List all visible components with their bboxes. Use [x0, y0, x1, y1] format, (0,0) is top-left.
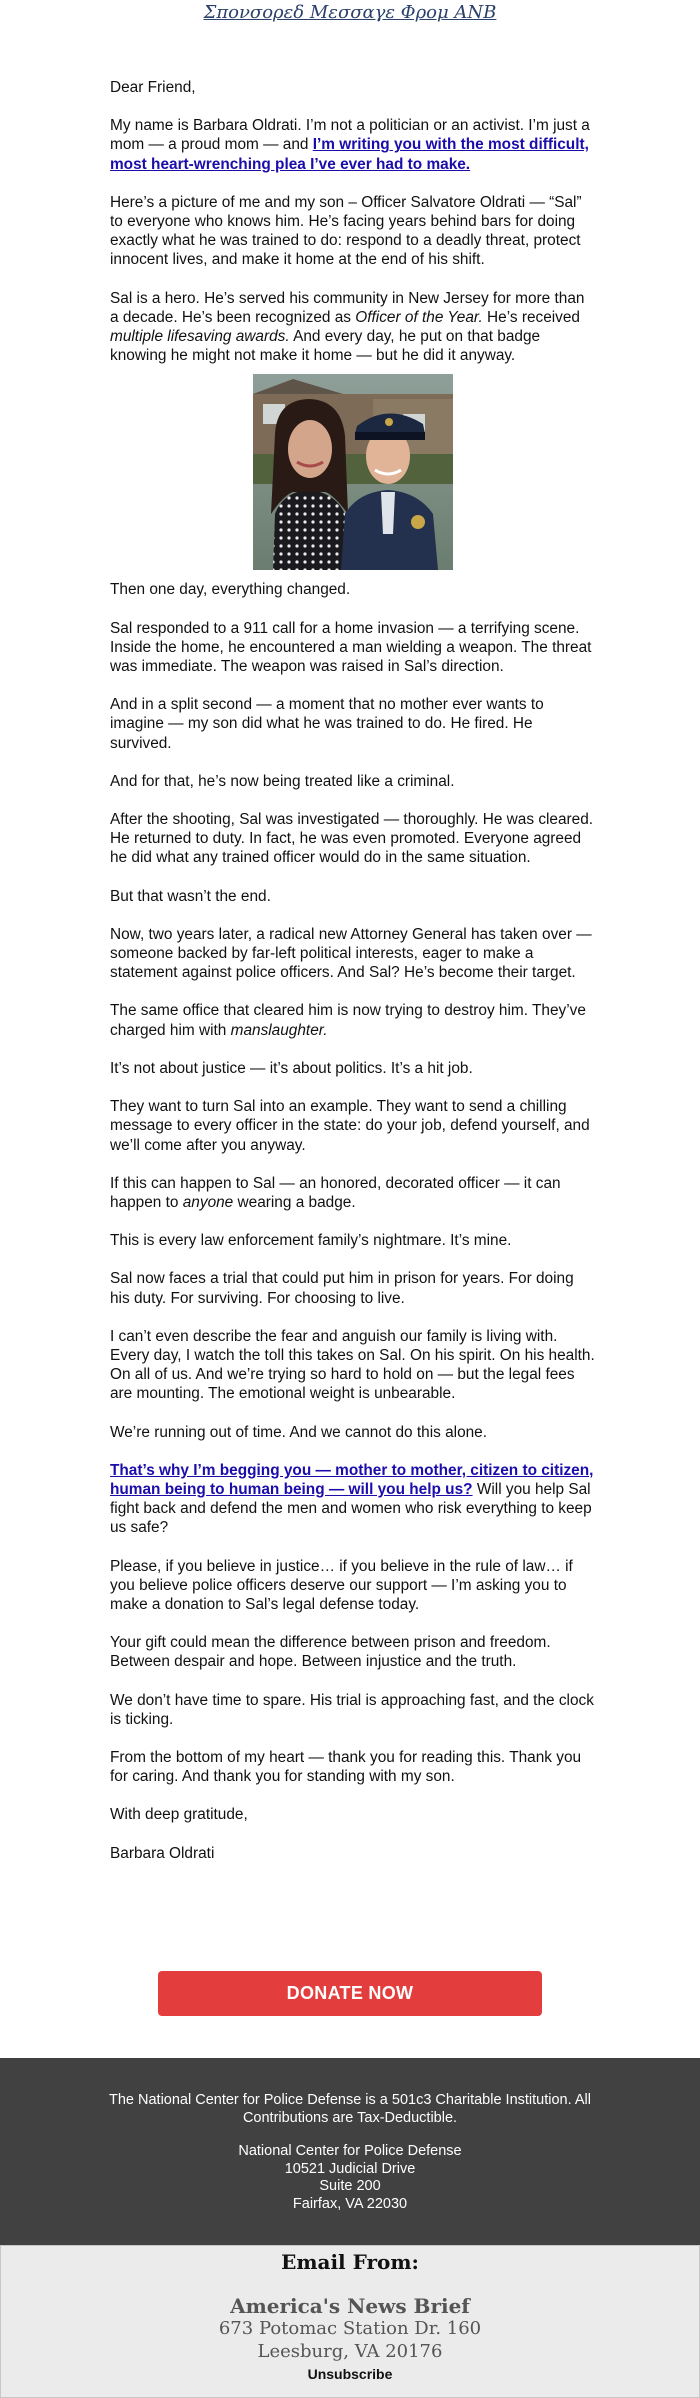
- letter-paragraph: And in a split second — a moment that no mother ever wants to imagine — my son did what he was trained to do. He fired. He survived.: [110, 696, 544, 752]
- anyone-emphasis: anyone: [182, 1193, 234, 1211]
- sender-name: America's News Brief: [230, 2294, 470, 2318]
- unsubscribe-link[interactable]: Unsubscribe: [307, 2366, 393, 2382]
- anyone-text: If this can happen to Sal — an honored, decorated officer — it can happen to: [110, 1174, 561, 1211]
- letter-paragraph: They want to turn Sal into an example. They want to send a chilling message to every officer in the state: do your job, defend yourself, and we’ll come after you anyway.: [110, 1098, 590, 1154]
- award-lifesaving: multiple lifesaving awards.: [110, 328, 290, 346]
- letter-paragraph: After the shooting, Sal was investigated — thoroughly. He was cleared. He returned to duty. In fact, he was even promoted. Everyone agreed he did what any trained officer would do in the same situation.: [110, 811, 594, 867]
- letter-paragraph: From the bottom of my heart — thank you for reading this. Thank you for caring. And thank you for standing with my son.: [110, 1748, 582, 1786]
- letter-paragraph: This is every law enforcement family’s nightmare. It’s mine.: [110, 1232, 512, 1250]
- org-address-line1: 10521 Judicial Drive: [284, 2160, 416, 2177]
- letter-paragraph: It’s not about justice — it’s about politics. It’s a hit job.: [110, 1059, 473, 1077]
- plea-link[interactable]: I’m writing you with the most difficult, most heart-wrenching plea I’ve ever had to make.: [110, 136, 589, 173]
- letter-paragraph: Here’s a picture of me and my son – Officer Salvatore Oldrati — “Sal” to everyone who knows him. He’s facing years behind bars for doing exactly what he was trained to do: respond to a deadly threat, protect innocent lives, and make it home at the end of his shift.: [110, 193, 582, 269]
- sponsored-banner-text[interactable]: Σπονσορεδ Μεσσαγε Φρομ ANB: [203, 2, 497, 23]
- sender-city: Leesburg, VA 20176: [257, 2341, 443, 2362]
- org-name: National Center for Police Defense: [238, 2143, 462, 2159]
- letter-paragraph: And for that, he’s now being treated like a criminal.: [110, 772, 455, 790]
- email-from-footer: [0, 2245, 700, 2398]
- hero-text: Sal is a hero. He’s served his community in New Jersey for more than a decade. He’s been recognized as: [110, 289, 585, 326]
- letter-paragraph: [110, 289, 596, 366]
- letter-body: [110, 78, 596, 1882]
- charge-manslaughter: manslaughter.: [230, 1021, 328, 1039]
- help-us-text: Will you help Sal fight back and defend the men and women who risk everything to keep us safe?: [110, 1480, 592, 1537]
- greeting: Dear Friend,: [110, 79, 196, 96]
- org-address-line2: Suite 200: [319, 2178, 381, 2194]
- intro-text: My name is Barbara Oldrati. I’m not a politician or an activist. I’m just a mom — a proud mom — and: [110, 117, 590, 154]
- sender-address: 673 Potomac Station Dr. 160: [218, 2318, 482, 2339]
- hero-text-2: He’s received: [482, 308, 580, 326]
- letter-paragraph: Sal now faces a trial that could put him in prison for years. For doing his duty. For surviving. For choosing to live.: [110, 1270, 574, 1307]
- tax-disclaimer: The National Center for Police Defense is a 501c3 Charitable Institution. All Contributions are Tax-Deductible.: [109, 2092, 591, 2126]
- help-us-link[interactable]: That’s why I’m begging you — mother to mother, citizen to citizen, human being to human being — will you help us?: [110, 1461, 594, 1498]
- letter-paragraph: We don’t have time to spare. His trial is approaching fast, and the clock is ticking.: [110, 1691, 594, 1728]
- letter-paragraph: Please, if you believe in justice… if you believe in the rule of law… if you believe police officers deserve our support — I’m asking you to make a donation to Sal’s legal defense today.: [110, 1557, 573, 1613]
- signature: Barbara Oldrati: [110, 1844, 215, 1862]
- closing: With deep gratitude,: [110, 1806, 248, 1824]
- mother-and-son-photo: [253, 374, 453, 570]
- donate-container: [158, 1971, 542, 2016]
- email-from-title: Email From:: [281, 2250, 419, 2274]
- letter-paragraph: [110, 1174, 596, 1212]
- letter-paragraph: Your gift could mean the difference between prison and freedom. Between despair and hope. Between injustice and the truth.: [110, 1634, 551, 1671]
- letter-paragraph: We’re running out of time. And we cannot do this alone.: [110, 1423, 488, 1441]
- org-address: [100, 2143, 600, 2213]
- anyone-text-2: wearing a badge.: [233, 1193, 356, 1211]
- award-officer-of-year: Officer of the Year.: [355, 308, 483, 326]
- letter-paragraph: [110, 1461, 596, 1538]
- hero-text-3: And every day, he put on that badge knowing he might not make it home — but he did it anyway.: [110, 328, 541, 365]
- letter-paragraph: [110, 1001, 596, 1039]
- letter-paragraph: I can’t even describe the fear and anguish our family is living with. Every day, I watch the toll this takes on Sal. On his spirit. On his health. On all of us. And we’re trying so hard to hold on — but the legal fees are mounting. The emotional weight is unbearable.: [110, 1327, 595, 1403]
- letter-paragraph: Now, two years later, a radical new Attorney General has taken over — someone backed by far-left political interests, eager to make a statement against police officers. And Sal? He’s become their target.: [110, 925, 592, 982]
- letter-paragraph: But that wasn’t the end.: [110, 887, 271, 905]
- charge-text: The same office that cleared him is now trying to destroy him. They’ve charged him with: [110, 1002, 586, 1039]
- letter-paragraph: [110, 116, 596, 174]
- letter-paragraph: Sal responded to a 911 call for a home invasion — a terrifying scene. Inside the home, he encountered a man wielding a weapon. The threat was immediate. The weapon was raised in Sal’s direction.: [110, 619, 592, 676]
- donate-now-button[interactable]: DONATE NOW: [158, 1971, 542, 2016]
- letter-paragraph: Then one day, everything changed.: [110, 581, 351, 599]
- footer-disclaimer: [0, 2058, 700, 2245]
- sponsored-banner: [0, 0, 700, 36]
- photo-container: [110, 374, 596, 570]
- org-city: Fairfax, VA 22030: [292, 2195, 408, 2212]
